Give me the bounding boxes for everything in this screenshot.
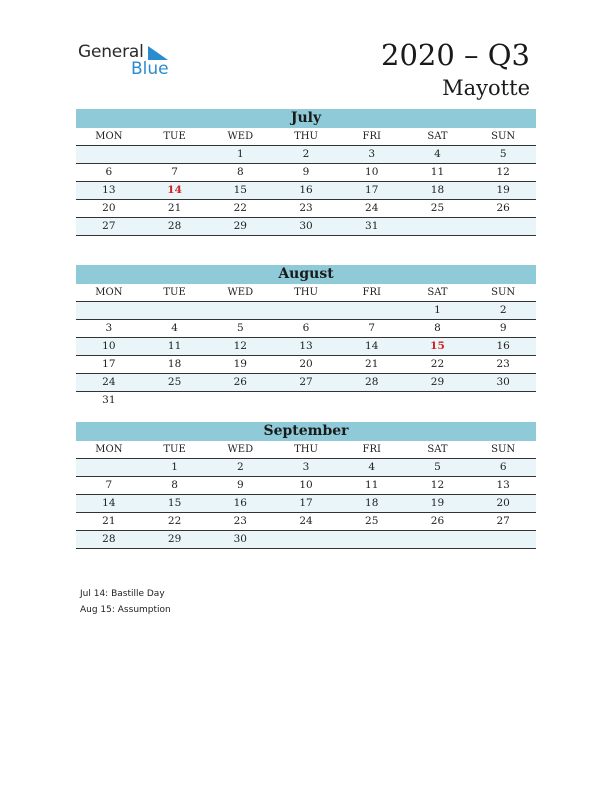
country-name: Mayotte (442, 76, 530, 100)
week-row (76, 164, 536, 182)
brand-logo (78, 42, 188, 82)
day-cell: 24 (299, 515, 313, 527)
day-cell: 2 (499, 304, 507, 316)
day-cell: 23 (233, 515, 247, 527)
weekday-label: SAT (427, 131, 448, 142)
day-cell: 4 (171, 322, 178, 334)
weekday-label: SAT (427, 287, 448, 298)
weekday-label: WED (227, 131, 254, 142)
day-cell: 18 (167, 358, 182, 370)
day-cell: 29 (167, 533, 182, 545)
day-cell (142, 302, 208, 319)
day-cell: 26 (496, 202, 510, 214)
day-cell: 20 (102, 202, 116, 214)
day-cell: 21 (167, 202, 182, 214)
day-cell: 10 (365, 166, 379, 178)
month-header: August (76, 265, 536, 284)
day-cell (273, 302, 339, 319)
day-cell (405, 392, 471, 409)
week-row (76, 495, 536, 513)
day-cell: 13 (102, 184, 116, 196)
day-cell: 6 (302, 322, 310, 334)
week-row (76, 302, 536, 320)
day-cell: 28 (102, 533, 116, 545)
day-cell: 2 (302, 148, 310, 160)
day-cell: 1 (434, 304, 441, 316)
day-cell: 30 (233, 533, 247, 545)
day-cell: 25 (430, 202, 445, 214)
week-row (76, 374, 536, 392)
week-row (76, 459, 536, 477)
day-cell: 16 (299, 184, 313, 196)
day-cell: 30 (299, 220, 313, 232)
month-header: September (76, 422, 536, 441)
day-cell: 25 (167, 376, 182, 388)
day-cell: 11 (365, 479, 379, 491)
week-row (76, 200, 536, 218)
day-cell: 7 (105, 479, 113, 491)
week-row (76, 338, 536, 356)
day-cell: 5 (236, 322, 244, 334)
day-cell: 22 (233, 202, 247, 214)
day-cell: 21 (365, 358, 379, 370)
day-cell: 16 (233, 497, 247, 509)
day-cell: 9 (236, 479, 244, 491)
day-cell: 31 (365, 220, 379, 232)
holiday-day-cell: 15 (430, 340, 445, 352)
day-cell (76, 459, 142, 476)
day-cell: 5 (434, 461, 441, 473)
week-row (76, 146, 536, 164)
day-cell: 30 (496, 376, 510, 388)
day-cell (470, 392, 536, 409)
week-row (76, 531, 536, 549)
day-cell: 23 (496, 358, 510, 370)
weekday-label: WED (227, 444, 254, 455)
weekday-label: WED (227, 287, 254, 298)
holiday-note: Aug 15: Assumption (80, 605, 171, 615)
day-cell (207, 302, 273, 319)
weekday-label: TUE (163, 287, 186, 298)
weekday-row (76, 441, 536, 459)
month-july (76, 109, 536, 236)
day-cell (339, 531, 405, 548)
day-cell (273, 531, 339, 548)
weekday-label: TUE (163, 444, 186, 455)
weekday-label: TUE (163, 131, 186, 142)
day-cell: 12 (496, 166, 510, 178)
day-cell: 1 (171, 461, 178, 473)
weekday-label: FRI (362, 444, 381, 455)
day-cell: 22 (430, 358, 445, 370)
day-cell: 27 (496, 515, 510, 527)
day-cell: 18 (430, 184, 445, 196)
month-september (76, 422, 536, 549)
day-cell: 25 (365, 515, 379, 527)
day-cell: 15 (167, 497, 182, 509)
week-row (76, 392, 536, 409)
day-cell: 23 (299, 202, 313, 214)
day-cell: 26 (233, 376, 247, 388)
day-cell (470, 218, 536, 235)
day-cell: 20 (496, 497, 510, 509)
day-cell: 12 (430, 479, 445, 491)
day-cell: 15 (233, 184, 247, 196)
day-cell: 17 (365, 184, 379, 196)
day-cell: 20 (299, 358, 313, 370)
day-cell: 9 (302, 166, 310, 178)
logo-blue-text: Blue (131, 59, 169, 79)
day-cell: 8 (434, 322, 441, 334)
day-cell: 3 (302, 461, 310, 473)
page-title: 2020 – Q3 (381, 38, 530, 72)
week-row (76, 477, 536, 495)
month-header: July (76, 109, 536, 128)
day-cell: 4 (434, 148, 441, 160)
day-cell: 26 (430, 515, 445, 527)
day-cell: 6 (105, 166, 113, 178)
weekday-label: THU (294, 287, 318, 298)
weekday-label: SAT (427, 444, 448, 455)
weekday-row (76, 284, 536, 302)
day-cell: 3 (105, 322, 113, 334)
day-cell: 27 (102, 220, 116, 232)
day-cell: 28 (167, 220, 182, 232)
weekday-label: SUN (491, 444, 516, 455)
day-cell (273, 392, 339, 409)
day-cell (339, 302, 405, 319)
day-cell (142, 146, 208, 163)
week-row (76, 218, 536, 236)
weekday-label: SUN (491, 131, 516, 142)
week-row (76, 513, 536, 531)
day-cell: 6 (499, 461, 507, 473)
day-cell: 13 (496, 479, 510, 491)
day-cell (470, 531, 536, 548)
holiday-day-cell: 14 (167, 184, 182, 196)
weekday-label: MON (95, 444, 123, 455)
weekday-label: FRI (362, 287, 381, 298)
week-row (76, 320, 536, 338)
day-cell: 21 (102, 515, 116, 527)
day-cell: 7 (368, 322, 376, 334)
day-cell: 3 (368, 148, 376, 160)
day-cell: 13 (299, 340, 313, 352)
day-cell (76, 302, 142, 319)
week-row (76, 356, 536, 374)
day-cell (405, 531, 471, 548)
weekday-label: MON (95, 287, 123, 298)
day-cell: 27 (299, 376, 313, 388)
day-cell: 14 (365, 340, 379, 352)
day-cell: 8 (171, 479, 178, 491)
day-cell: 11 (167, 340, 182, 352)
weekday-label: THU (294, 131, 318, 142)
day-cell: 28 (365, 376, 379, 388)
day-cell: 2 (236, 461, 244, 473)
weekday-row (76, 128, 536, 146)
weekday-label: THU (294, 444, 318, 455)
day-cell: 19 (496, 184, 510, 196)
day-cell: 22 (167, 515, 182, 527)
holiday-note: Jul 14: Bastille Day (80, 589, 165, 599)
day-cell: 16 (496, 340, 510, 352)
logo-general-text: General (78, 42, 144, 62)
weekday-label: FRI (362, 131, 381, 142)
day-cell: 9 (499, 322, 507, 334)
month-august (76, 265, 536, 409)
day-cell: 1 (236, 148, 244, 160)
holiday-notes (80, 586, 171, 618)
day-cell: 31 (102, 394, 116, 406)
day-cell (405, 218, 471, 235)
weekday-label: MON (95, 131, 123, 142)
day-cell: 12 (233, 340, 247, 352)
day-cell: 7 (171, 166, 178, 178)
day-cell (142, 392, 208, 409)
day-cell: 11 (430, 166, 445, 178)
day-cell: 4 (368, 461, 376, 473)
day-cell: 24 (102, 376, 116, 388)
day-cell: 10 (102, 340, 116, 352)
day-cell: 29 (233, 220, 247, 232)
day-cell: 5 (499, 148, 507, 160)
day-cell: 14 (102, 497, 116, 509)
day-cell: 18 (365, 497, 379, 509)
day-cell: 8 (236, 166, 244, 178)
day-cell (76, 146, 142, 163)
day-cell: 24 (365, 202, 379, 214)
day-cell: 29 (430, 376, 445, 388)
day-cell: 19 (233, 358, 247, 370)
day-cell: 17 (102, 358, 116, 370)
day-cell: 19 (430, 497, 445, 509)
day-cell (207, 392, 273, 409)
day-cell: 10 (299, 479, 313, 491)
weekday-label: SUN (491, 287, 516, 298)
day-cell (339, 392, 405, 409)
day-cell: 17 (299, 497, 313, 509)
week-row (76, 182, 536, 200)
